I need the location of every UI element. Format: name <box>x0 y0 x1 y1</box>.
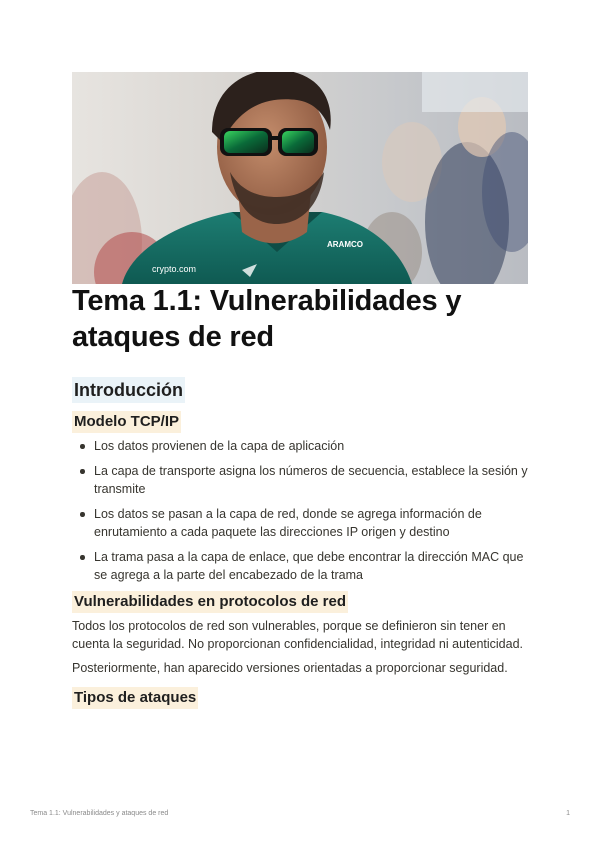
cover-photo <box>72 72 528 284</box>
list-item: La trama pasa a la capa de enlace, que debe encontrar la dirección MAC que se agrega a la parte del encabezado de la trama <box>72 548 528 584</box>
heading-modelo-tcp-ip: Modelo TCP/IP <box>72 411 181 433</box>
heading-vulnerabilidades-protocolos: Vulnerabilidades en protocolos de red <box>72 591 348 613</box>
cover-image <box>72 72 528 284</box>
paragraph: Posteriormente, han aparecido versiones orientadas a proporcionar seguridad. <box>72 661 508 675</box>
list-item: Los datos provienen de la capa de aplicación <box>72 437 528 455</box>
page-title: Tema 1.1: Vulnerabilidades y ataques de red <box>72 285 462 353</box>
heading-introduccion: Introducción <box>72 377 185 403</box>
document-content <box>72 283 528 709</box>
list-item: La capa de transporte asigna los números de secuencia, establece la sesión y transmite <box>72 462 528 498</box>
heading-tipos-de-ataques: Tipos de ataques <box>72 687 198 709</box>
list-item: Los datos se pasan a la capa de red, donde se agrega información de enrutamiento a cada paquete las direcciones IP origen y destino <box>72 505 528 541</box>
page-number: 1 <box>566 810 570 817</box>
page-footer <box>30 810 570 817</box>
shirt-logo-right: ARAMCO <box>327 240 363 249</box>
paragraph: Todos los protocolos de red son vulnerables, porque se definieron sin tener en cuenta la seguridad. No proporcionan confidencialidad, integridad ni autenticidad. <box>72 619 524 651</box>
tcp-bullet-list <box>72 437 528 584</box>
shirt-logo-left: crypto.com <box>152 264 197 274</box>
footer-title: Tema 1.1: Vulnerabilidades y ataques de red <box>30 810 169 817</box>
